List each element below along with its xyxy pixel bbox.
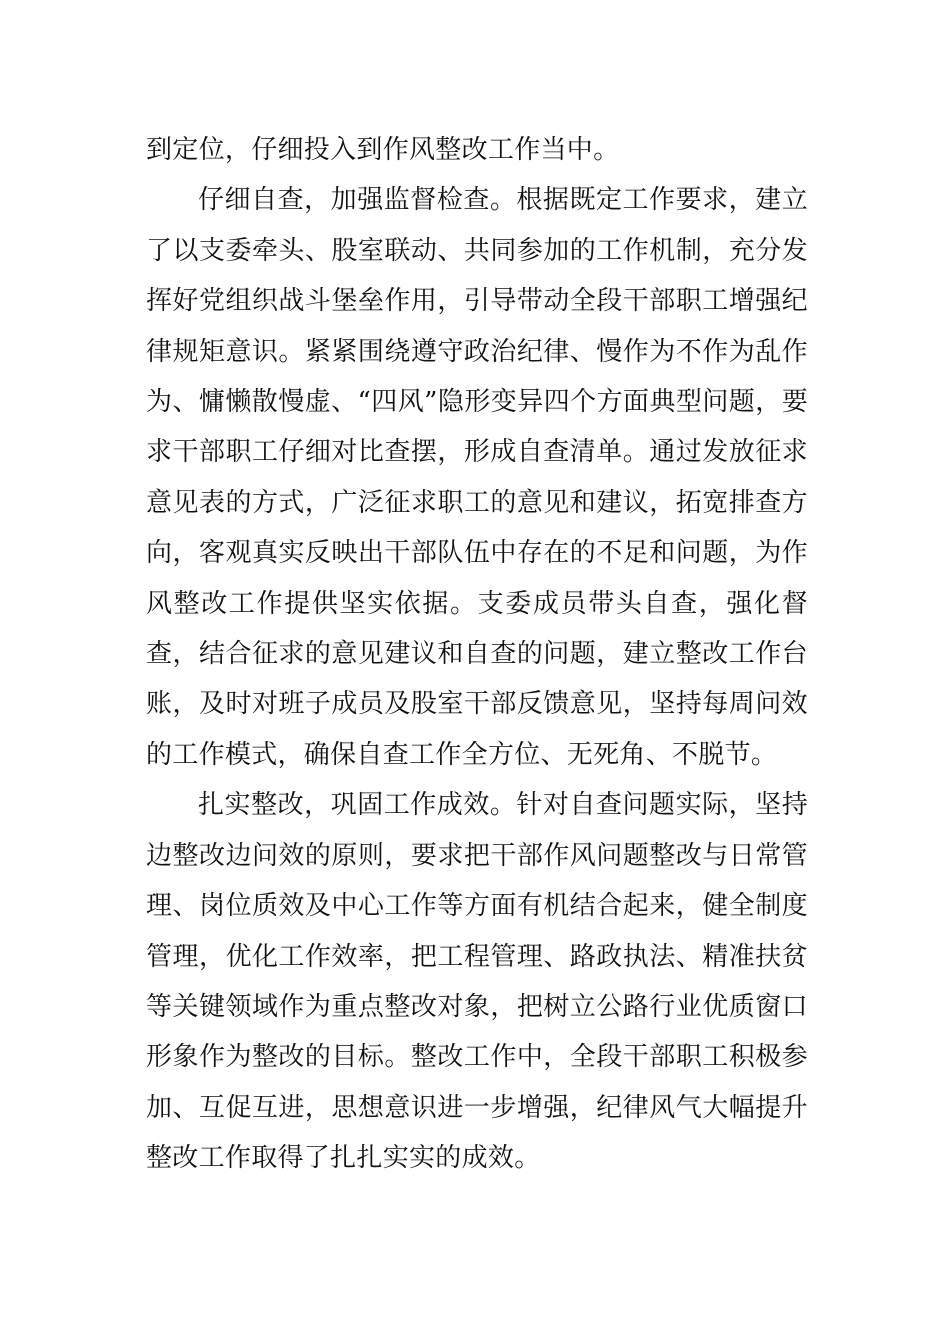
paragraph-3: 扎实整改，巩固工作成效。针对自查问题实际，坚持边整改边问效的原则，要求把干部作风问题整改与日常管理、岗位质效及中心工作等方面有机结合起来，健全制度管理，优化工作效率，把工程管理、路政执法、精准扶贫等关键领域作为重点整改对象，把树立公路行业优质窗口形象作为整改的目标。整改工作中，全段干部职工积极参加、互促互进，思想意识进一步增强，纪律风气大幅提升整改工作取得了扎扎实实的成效。 — [146, 790, 808, 1174]
paragraph-2: 仔细自查，加强监督检查。根据既定工作要求，建立了以支委牵头、股室联动、共同参加的工作机制，充分发挥好党组织战斗堡垒作用，引导带动全段干部职工增强纪律规矩意识。紧紧围绕遵守政治纪律、慢作为不作为乱作为、慵懒散慢虚、“四风”隐形变异四个方面典型问题，要求干部职工仔细对比查摆，形成自查清单。通过发放征求意见表的方式，广泛征求职工的意见和建议，拓宽排查方向，客观真实反映出干部队伍中存在的不足和问题，为作风整改工作提供坚实依据。支委成员带头自查，强化督查，结合征求的意见建议和自查的问题，建立整改工作台账，及时对班子成员及股室干部反馈意见，坚持每周问效的工作模式，确保自查工作全方位、无死角、不脱节。 — [146, 185, 808, 770]
paragraph-1: 到定位，仔细投入到作风整改工作当中。 — [146, 135, 620, 165]
document-body — [146, 125, 808, 1184]
